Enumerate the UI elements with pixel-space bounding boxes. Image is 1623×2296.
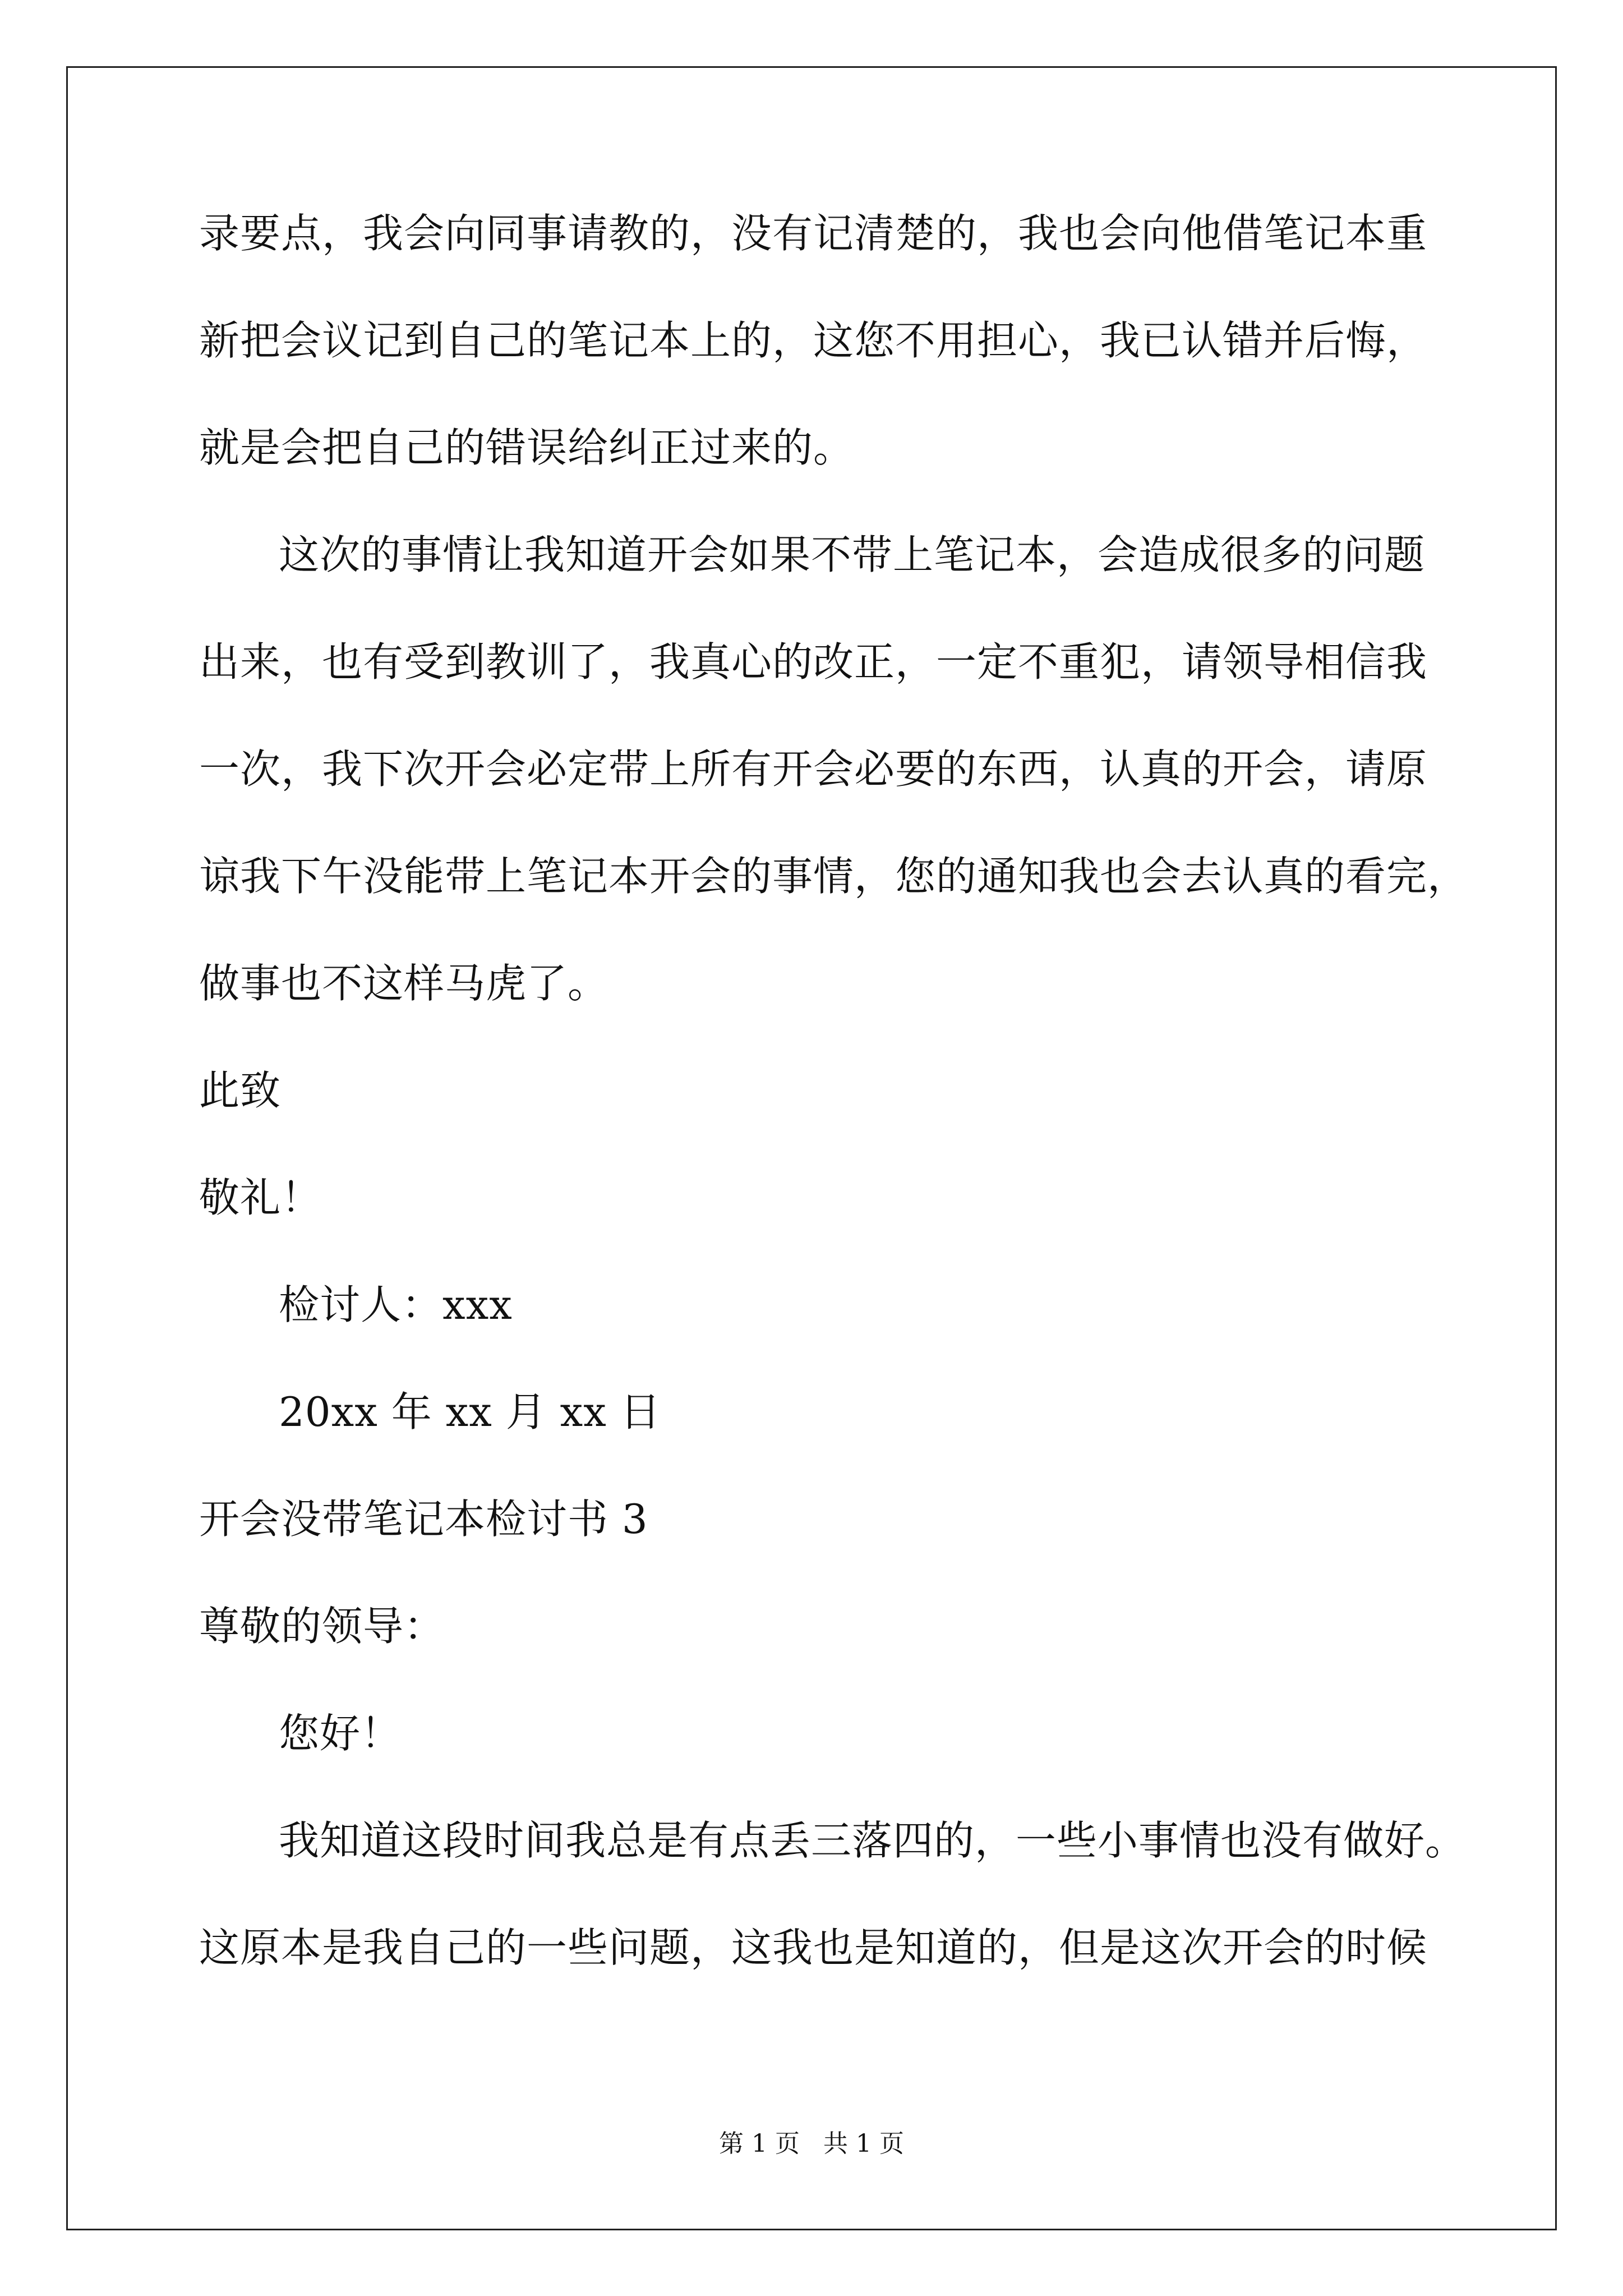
text-line: 谅我下午没能带上笔记本开会的事情，您的通知我也会去认真的看完， [199, 853, 1469, 900]
text-line: 我知道这段时间我总是有点丢三落四的，一些小事情也没有做好。 [279, 1817, 1467, 1864]
greeting-hello: 您好！ [279, 1710, 402, 1757]
text-line: 做事也不这样马虎了。 [199, 960, 609, 1007]
text-line: 录要点，我会向同事请教的，没有记清楚的，我也会向他借笔记本重 [199, 210, 1428, 257]
text-line: 一次，我下次开会必定带上所有开会必要的东西，认真的开会，请原 [199, 746, 1428, 793]
text-line: 这次的事情让我知道开会如果不带上笔记本，会造成很多的问题 [279, 531, 1426, 578]
closing-salutation: 此致 [199, 1067, 282, 1114]
text-line: 新把会议记到自己的笔记本上的，这您不用担心，我已认错并后悔， [199, 317, 1428, 364]
closing-regards: 敬礼！ [199, 1174, 322, 1221]
date-line: 20xx 年 xx 月 xx 日 [279, 1388, 661, 1435]
page-number-footer: 第 1 页 共 1 页 [719, 2129, 904, 2158]
signature-line: 检讨人：xxx [279, 1281, 513, 1328]
document-body [199, 210, 1469, 2035]
text-line: 这原本是我自己的一些问题，这我也是知道的，但是这次开会的时候 [199, 1924, 1428, 1971]
text-line: 出来，也有受到教训了，我真心的改正，一定不重犯，请领导相信我 [199, 638, 1428, 685]
text-line: 就是会把自己的错误给纠正过来的。 [199, 424, 855, 471]
section-title: 开会没带笔记本检讨书 3 [199, 1496, 648, 1543]
greeting-recipient: 尊敬的领导： [199, 1603, 445, 1650]
